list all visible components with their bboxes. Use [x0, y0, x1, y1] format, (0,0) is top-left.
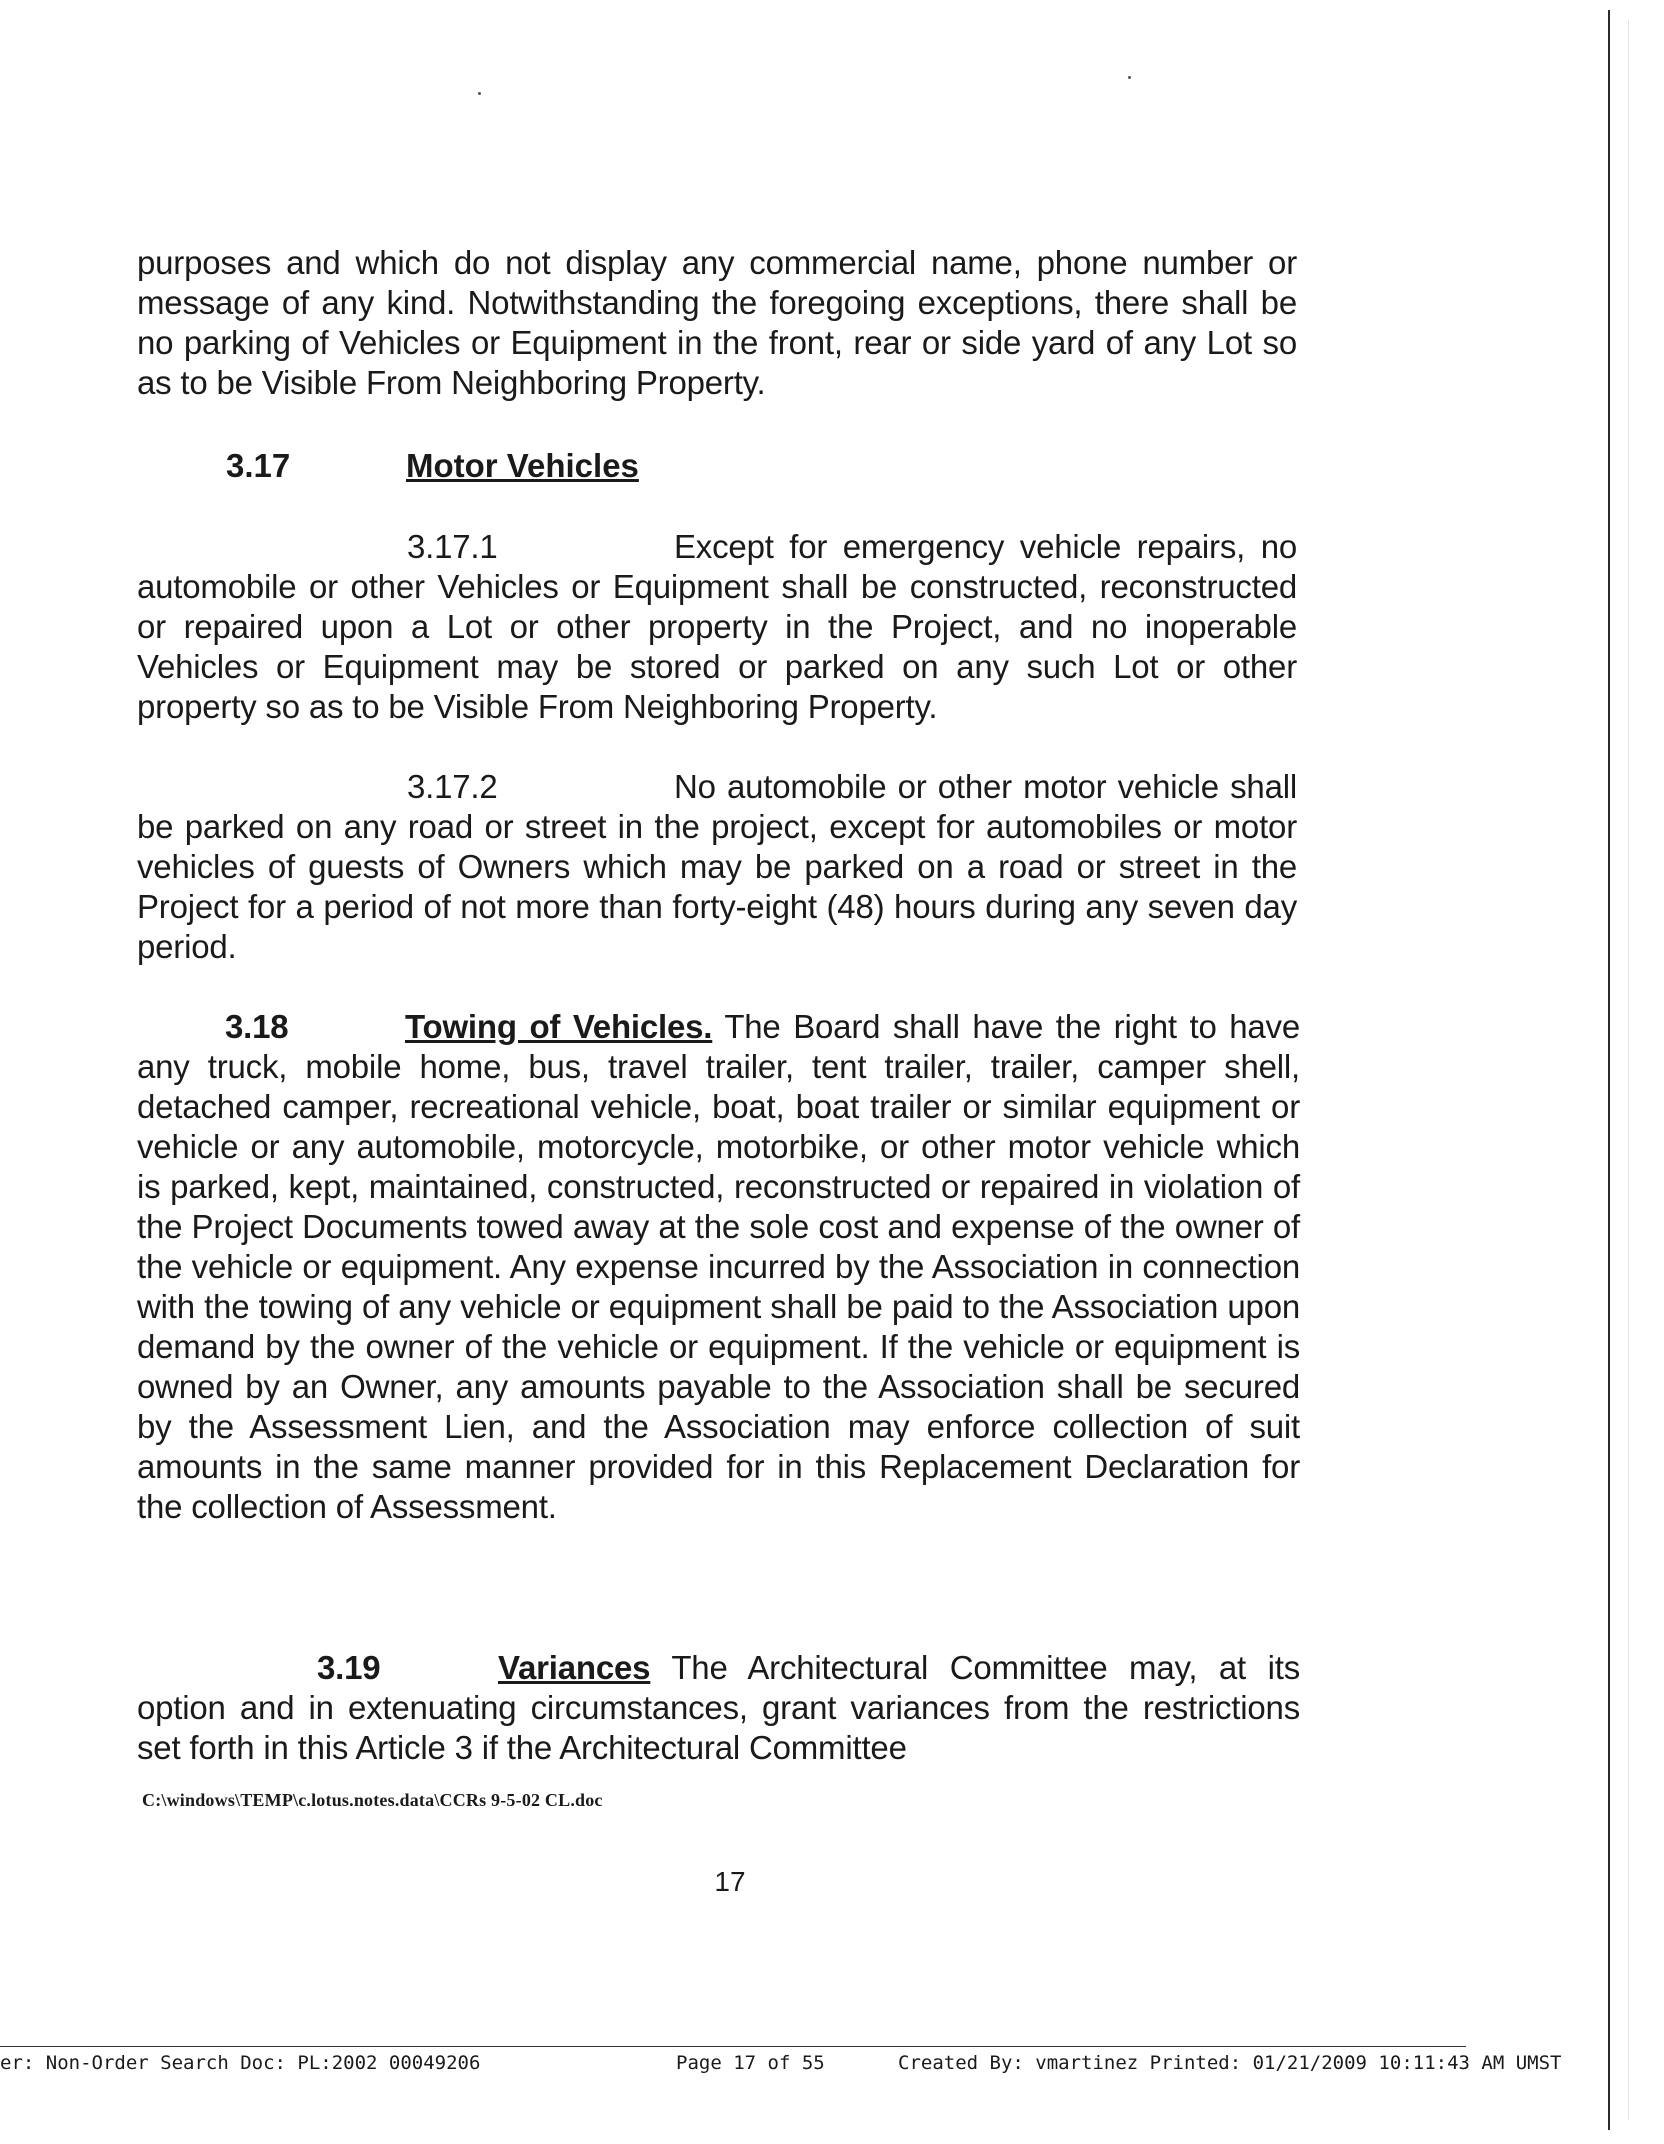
- section-3-18: [137, 1007, 1300, 1527]
- section-title: Motor Vehicles: [406, 447, 639, 484]
- section-3-19: [137, 1648, 1300, 1768]
- section-text: The Board shall have the right to have any truck, mobile home, bus, travel trailer, tent trailer, trailer, camper shell, detached camper, recreational vehicle, boat, boat trailer or similar equipment or vehicle or any automobile, motorcycle, motorbike, or other motor vehicle which is parked, kept, maintained, constructed, reconstructed or repaired in violation of the Project Documents towed away at the sole cost and expense of the owner of the vehicle or equipment. Any expense incurred by the Association in connection with the towing of any vehicle or equipment shall be paid to the Association upon demand by the owner of the vehicle or equipment. If the vehicle or equipment is owned by an Owner, any amounts payable to the Association shall be secured by the Assessment Lien, and the Association may enforce collection of suit amounts in the same manner provided for in this Replacement Declaration for the collection of Assessment.: [137, 1008, 1300, 1525]
- section-title: Towing of Vehicles.: [405, 1008, 713, 1045]
- subsection-number: 3.17.2: [407, 768, 498, 805]
- footer-page-count: Page 17 of 55: [676, 2052, 825, 2074]
- section-number: 3.17: [226, 447, 291, 484]
- page-number: 17: [714, 1866, 746, 1897]
- subsection-text: No automobile or other motor vehicle shall be parked on any road or street in the project, except for automobiles or motor vehicles of guests of Owners which may be parked on a road or street in the Project for a period of not more than forty-eight (48) hours during any seven day period.: [137, 768, 1297, 965]
- subsection-3-17-2: [137, 767, 1297, 967]
- subsection-number: 3.17.1: [407, 528, 498, 565]
- footer-rule: [0, 2046, 1466, 2047]
- section-number: 3.18: [225, 1008, 289, 1045]
- section-3-17-heading: [226, 446, 726, 486]
- scan-speck: [1128, 76, 1131, 79]
- print-footer: [0, 2052, 1562, 2082]
- footer-doc-info: er: Non-Order Search Doc: PL:2002 00049206: [0, 2052, 481, 2074]
- section-number: 3.19: [317, 1649, 381, 1686]
- subsection-3-17-1: [137, 527, 1297, 727]
- section-text: The Architectural Committee may, at its option and in extenuating circumstances, grant variances from the restrictions set forth in this Article 3 if the Architectural Committee: [137, 1649, 1301, 1766]
- scan-edge-line-faint: [1628, 20, 1629, 2120]
- subsection-text: Except for emergency vehicle repairs, no automobile or other Vehicles or Equipment shall be constructed, reconstructed or repaired upon a Lot or other property in the Project, and no inoperable Vehicles or Equipment may be stored or parked on any such Lot or other property so as to be Visible From Neighboring Property.: [137, 528, 1297, 725]
- intro-paragraph: purposes and which do not display any commercial name, phone number or message of any kind. Notwithstanding the foregoing exceptions, there shall be no parking of Vehicles or Equipment in the front, rear or side yard of any Lot so as to be Visible From Neighboring Property.: [137, 244, 1297, 401]
- scan-edge-line: [1608, 10, 1610, 2130]
- file-path: C:\windows\TEMP\c.lotus.notes.data\CCRs 9-5-02 CL.doc: [142, 1790, 603, 1810]
- scan-speck: [478, 92, 481, 95]
- section-title: Variances: [498, 1649, 651, 1686]
- footer-print-info: Created By: vmartinez Printed: 01/21/2009 10:11:43 AM UMST: [898, 2052, 1562, 2074]
